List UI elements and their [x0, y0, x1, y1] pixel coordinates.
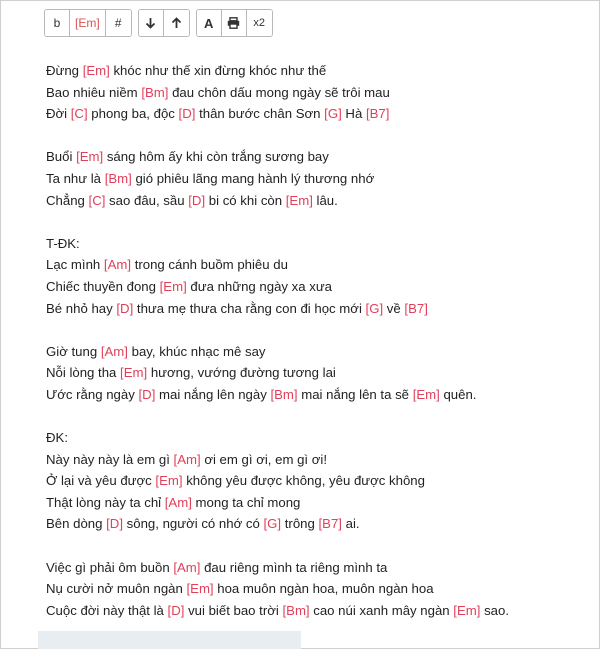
scroll-down-button[interactable] — [139, 10, 164, 36]
lyric-text: đau chôn dấu mong ngày sẽ trôi mau — [168, 84, 390, 100]
chord-tag[interactable]: [B7] — [318, 516, 342, 532]
chord-tag[interactable]: [C] — [70, 106, 88, 122]
lyric-line — [46, 600, 586, 622]
lyric-text: Chẳng — [46, 192, 89, 208]
lyric-text: bay, khúc nhạc mê say — [127, 343, 266, 359]
chord-tag[interactable]: [D] — [116, 300, 134, 316]
lyric-text: Giờ tung — [46, 343, 101, 359]
lyrics-stanza — [46, 557, 586, 622]
lyric-line — [46, 362, 586, 384]
lyric-line — [46, 82, 586, 104]
current-chord-button[interactable]: [Em] — [70, 10, 106, 36]
lyric-text: thân bước chân Sơn — [195, 106, 325, 122]
lyric-line — [46, 254, 586, 276]
lyric-text: trông — [281, 516, 319, 532]
lyric-text: trong cánh buồm phiêu du — [131, 257, 288, 273]
chord-tag[interactable]: [Bm] — [270, 386, 298, 402]
lyric-line — [46, 578, 586, 600]
lyric-text: ai. — [341, 516, 360, 532]
lyric-text: sáng hôm ấy khi còn trắng sương bay — [103, 149, 329, 165]
sharp-button[interactable]: # — [106, 10, 131, 36]
lyric-text: Cuộc đời này thật là — [46, 602, 168, 618]
lyrics-stanza — [46, 146, 586, 211]
lyric-text: Lạc mình — [46, 257, 104, 273]
chord-tag[interactable]: [Bm] — [141, 84, 169, 100]
chord-tag[interactable]: [B7] — [365, 106, 390, 122]
lyric-text: Thật lòng này ta chỉ — [46, 494, 165, 510]
chord-tag[interactable]: [G] — [263, 516, 282, 532]
lyric-text: Nỗi lòng tha — [46, 365, 121, 381]
chord-tag[interactable]: [B7] — [404, 300, 428, 316]
chord-tag[interactable]: [C] — [88, 192, 106, 208]
lyric-line — [46, 276, 586, 298]
arrow-down-icon — [145, 17, 156, 29]
chord-tag[interactable]: [D] — [167, 602, 185, 618]
chord-tag[interactable]: [D] — [138, 386, 156, 402]
chord-tag[interactable]: [Em] — [120, 365, 148, 381]
chord-tag[interactable]: [Em] — [159, 278, 187, 294]
chord-tag[interactable]: [Em] — [82, 63, 110, 78]
chord-tag[interactable]: [Em] — [186, 581, 214, 597]
chord-tag[interactable]: [Am] — [103, 257, 132, 273]
chord-tag[interactable]: [Em] — [76, 149, 104, 165]
chord-tag[interactable]: [G] — [365, 300, 384, 316]
lyric-text: Bên dòng — [46, 516, 107, 532]
view-group — [196, 9, 273, 37]
lyric-line — [46, 233, 586, 255]
lyrics-stanza — [46, 233, 586, 319]
lyric-text: vui biết bao trời — [184, 602, 283, 618]
lyric-line — [46, 513, 586, 535]
lyric-text: Ta như là — [46, 170, 105, 186]
lyric-text: quên. — [439, 386, 477, 402]
transpose-group — [44, 9, 132, 37]
lyric-text: mai nắng lên ngày — [155, 386, 271, 402]
lyric-line — [46, 341, 586, 363]
print-button[interactable] — [222, 10, 247, 36]
scroll-group — [138, 9, 190, 37]
lyric-text: khóc như thế xin đừng khóc như thế — [109, 63, 327, 78]
lyric-text: Bé nhỏ hay — [46, 300, 117, 316]
lyric-text: mai nắng lên ta sẽ — [297, 386, 413, 402]
lyric-text: ơi em gì ơi, em gì ơi! — [200, 451, 327, 467]
lyric-line — [46, 470, 586, 492]
printer-icon — [227, 17, 240, 29]
lyric-text: Chiếc thuyền đong — [46, 278, 160, 294]
lyric-line — [46, 427, 586, 449]
lyric-text: Ước rằng ngày — [46, 386, 139, 402]
chord-tag[interactable]: [Em] — [453, 602, 481, 618]
chord-tag[interactable]: [D] — [106, 516, 123, 532]
scroll-up-button[interactable] — [164, 10, 189, 36]
lyric-text: sao đâu, sầu — [105, 192, 189, 208]
lyric-text: cao núi xanh mây ngàn — [309, 602, 454, 618]
chord-tag[interactable]: [G] — [324, 106, 342, 122]
lyric-line — [46, 298, 586, 320]
lyric-text: không yêu được không, yêu được không — [182, 473, 425, 489]
lyric-text: mong ta chỉ mong — [191, 494, 301, 510]
lyric-text: Nụ cười nở muôn ngàn — [46, 581, 187, 597]
lyrics-stanza — [46, 427, 586, 535]
lyric-line — [46, 492, 586, 514]
chord-toolbar — [44, 9, 273, 37]
lyric-line — [46, 449, 586, 471]
lyric-text: sao. — [480, 602, 509, 618]
chord-tag[interactable]: [Em] — [285, 192, 313, 208]
lyrics-stanza — [46, 341, 586, 406]
font-size-button[interactable]: A — [197, 10, 222, 36]
lyric-text: ĐK: — [46, 430, 68, 446]
lyric-text: phong ba, độc — [87, 106, 179, 122]
lyric-line — [46, 103, 586, 125]
chord-tag[interactable]: [Am] — [164, 494, 192, 510]
lyric-text: Đời — [46, 106, 71, 122]
lyric-text: Buổi — [46, 149, 77, 165]
chord-tag[interactable]: [Am] — [173, 451, 201, 467]
chord-tag[interactable]: [Am] — [100, 343, 128, 359]
chord-tag[interactable]: [Em] — [412, 386, 440, 402]
zoom-x2-button[interactable]: x2 — [247, 10, 272, 36]
lyrics-stanza — [46, 60, 586, 125]
lyric-text: hoa muôn ngàn hoa, muôn ngàn hoa — [213, 581, 434, 597]
lyric-text: sông, người có nhớ có — [123, 516, 264, 532]
lyric-text: đau riêng mình ta riêng mình ta — [200, 559, 388, 575]
chord-tag[interactable]: [Em] — [155, 473, 183, 489]
lyric-text: bi có khi còn — [205, 192, 286, 208]
lyric-text: về — [383, 300, 405, 316]
lyric-text: Này này này là em gì — [46, 451, 174, 467]
lyric-text: Đừng — [46, 63, 83, 78]
lyric-text: Hà — [341, 106, 366, 122]
lyric-text: gió phiêu lãng mang hành lý thương nhớ — [131, 170, 375, 186]
bottom-panel — [38, 631, 301, 649]
lyrics-body — [46, 60, 586, 643]
chord-tag[interactable]: [Bm] — [282, 602, 310, 618]
lyric-text: thưa mẹ thưa cha rằng con đi học mới — [133, 300, 366, 316]
lyric-line — [46, 168, 586, 190]
lyric-text: Việc gì phải ôm buồn — [46, 559, 174, 575]
lyric-line — [46, 146, 586, 168]
lyric-text: hương, vướng đường tương lai — [147, 365, 336, 381]
arrow-up-icon — [171, 17, 182, 29]
chord-tag[interactable]: [D] — [178, 106, 196, 122]
chord-tag[interactable]: [Bm] — [104, 170, 132, 186]
flat-button[interactable]: b — [45, 10, 70, 36]
lyric-line — [46, 384, 586, 406]
lyric-line — [46, 60, 586, 82]
lyric-text: lâu. — [312, 192, 338, 208]
lyric-text: đưa những ngày xa xưa — [186, 278, 333, 294]
chord-tag[interactable]: [D] — [188, 192, 206, 208]
lyric-text: T-ĐK: — [46, 235, 80, 251]
chord-tag[interactable]: [Am] — [173, 559, 201, 575]
lyric-line — [46, 190, 586, 212]
lyric-text: Bao nhiêu niềm — [46, 84, 142, 100]
lyric-text: Ở lại và yêu được — [46, 473, 156, 489]
lyric-line — [46, 557, 586, 579]
